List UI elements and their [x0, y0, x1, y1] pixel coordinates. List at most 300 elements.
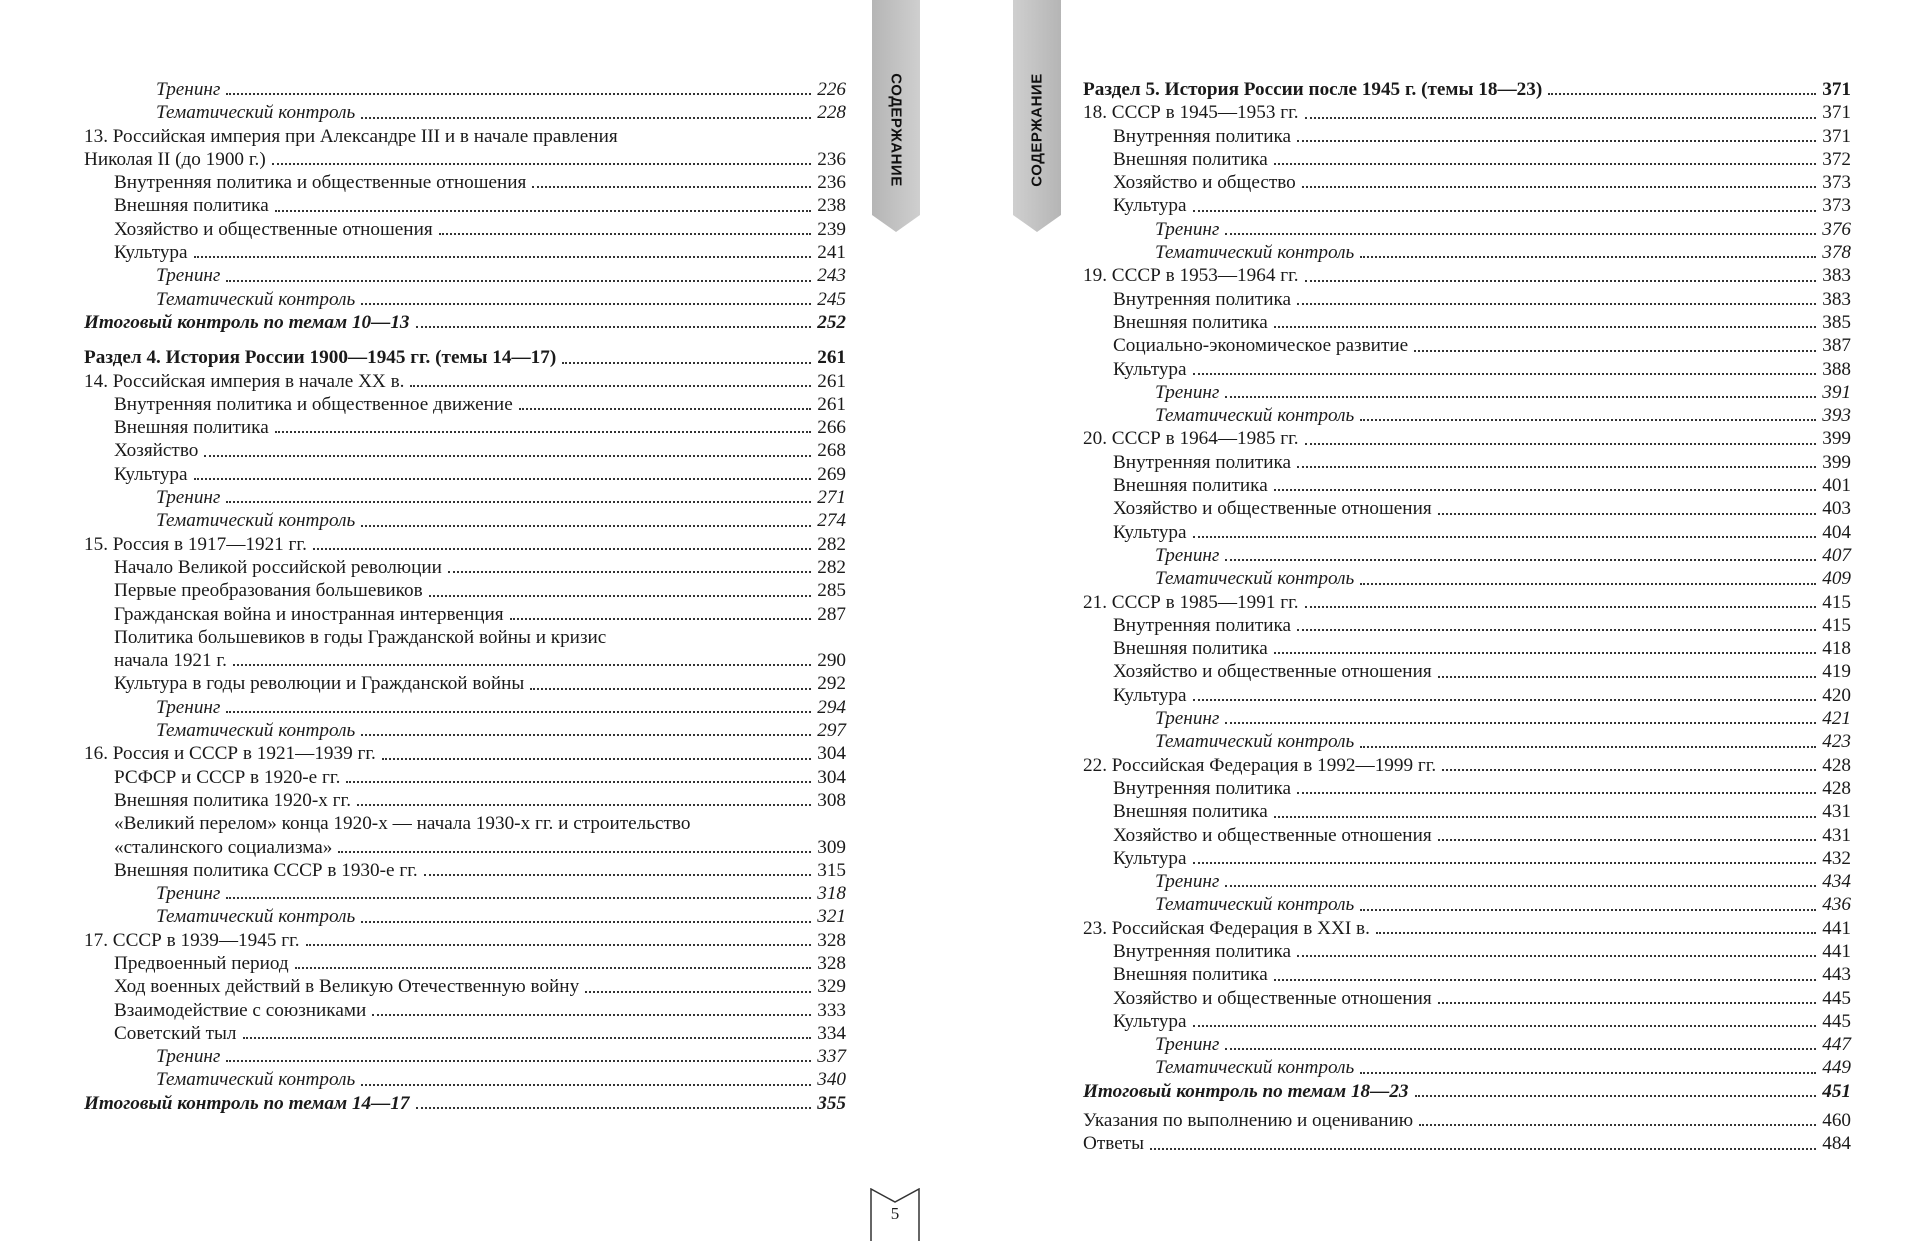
toc-entry[interactable] — [84, 241, 846, 264]
dot-leader — [532, 186, 811, 188]
toc-entry-page: 282 — [817, 556, 846, 578]
toc-entry[interactable] — [1083, 194, 1851, 217]
toc-entry[interactable] — [1083, 1056, 1851, 1079]
toc-entry-page: 431 — [1822, 801, 1851, 823]
toc-entry-page: 245 — [817, 288, 846, 310]
toc-entry[interactable] — [84, 1022, 846, 1045]
toc-entry-page: 309 — [817, 836, 846, 858]
toc-entry-title: Внутренняя политика — [1113, 614, 1292, 636]
toc-entry[interactable] — [1083, 427, 1851, 450]
toc-entry[interactable] — [1083, 847, 1851, 870]
toc-heading-row[interactable] — [84, 1092, 846, 1115]
toc-entry-page: 282 — [817, 533, 846, 555]
toc-entry[interactable] — [1083, 800, 1851, 823]
dot-leader — [1225, 885, 1816, 887]
toc-entry[interactable] — [1083, 334, 1851, 357]
dot-leader — [361, 303, 811, 305]
toc-entry-page: 445 — [1822, 1010, 1851, 1032]
toc-entry[interactable] — [84, 649, 846, 672]
toc-entry-title: Тренинг — [156, 79, 221, 100]
toc-entry-page: 399 — [1822, 451, 1851, 473]
toc-entry-page: 333 — [817, 999, 846, 1021]
toc-entry-title: 20. СССР в 1964—1985 гг. — [1083, 428, 1299, 450]
toc-entry-title: Хозяйство — [114, 440, 199, 462]
toc-entry-title: Гражданская война и иностранная интервенция — [114, 603, 504, 625]
toc-entry-page: 447 — [1822, 1034, 1851, 1056]
toc-entry[interactable] — [1083, 614, 1851, 637]
toc-entry[interactable] — [1083, 358, 1851, 381]
toc-entry[interactable] — [1083, 1132, 1851, 1155]
toc-entry[interactable] — [1083, 1010, 1851, 1033]
side-tab-right — [1013, 0, 1061, 232]
toc-entry[interactable] — [84, 486, 846, 509]
left-page — [0, 0, 957, 1241]
dot-leader — [1150, 1148, 1816, 1150]
toc-entry-title: Тренинг — [1155, 381, 1220, 403]
toc-entry-title: Внутренняя политика и общественные отношения — [114, 172, 527, 194]
toc-entry-title: Тематический контроль — [1155, 731, 1355, 753]
toc-entry[interactable] — [1083, 707, 1851, 730]
toc-entry-title: Культура в годы революции и Гражданской войны — [114, 673, 525, 695]
dot-leader — [1438, 676, 1817, 678]
dot-leader — [1419, 1124, 1816, 1126]
toc-entry[interactable] — [84, 194, 846, 217]
toc-entry-page: 269 — [817, 463, 846, 485]
toc-entry[interactable] — [84, 603, 846, 626]
toc-entry-title: Предвоенный период — [114, 952, 289, 974]
toc-entry-title: Внешняя политика — [1113, 964, 1268, 986]
toc-entry-page: 376 — [1822, 218, 1851, 240]
toc-entry-page: 261 — [817, 347, 846, 369]
toc-entry-page: 328 — [817, 952, 846, 974]
toc-entry[interactable] — [1083, 591, 1851, 614]
toc-entry[interactable] — [1083, 1033, 1851, 1056]
dot-leader — [1360, 419, 1816, 421]
toc-entry[interactable] — [84, 859, 846, 882]
section-gap — [84, 334, 846, 346]
dot-leader — [1360, 1072, 1816, 1074]
dot-leader — [1415, 1095, 1817, 1097]
toc-entry-title: Тренинг — [156, 883, 221, 905]
dot-leader — [1360, 256, 1816, 258]
toc-entry[interactable] — [1083, 917, 1851, 940]
toc-entry-title: Культура — [1113, 195, 1187, 217]
toc-entry[interactable] — [84, 742, 846, 765]
dot-leader — [1442, 769, 1816, 771]
toc-entry[interactable] — [1083, 893, 1851, 916]
dot-leader — [1193, 1025, 1817, 1027]
dot-leader — [226, 1060, 811, 1062]
toc-entry-page: 399 — [1822, 428, 1851, 450]
toc-entry[interactable] — [84, 264, 846, 287]
toc-entry-title: 16. Россия и СССР в 1921—1939 гг. — [84, 743, 376, 765]
dot-leader — [1297, 629, 1816, 631]
toc-entry-title: Тренинг — [1155, 708, 1220, 730]
dot-leader — [346, 781, 811, 783]
toc-entry-page: 292 — [817, 673, 846, 695]
dot-leader — [295, 967, 812, 969]
toc-entry-page: 419 — [1822, 661, 1851, 683]
toc-entry-page: 484 — [1822, 1133, 1851, 1155]
toc-list-left — [84, 78, 846, 1115]
toc-entry-title: Хозяйство и общественные отношения — [1113, 987, 1432, 1009]
toc-entry-page: 236 — [817, 148, 846, 170]
toc-entry-title: Советский тыл — [114, 1022, 237, 1044]
toc-heading-row[interactable] — [84, 311, 846, 334]
toc-entry[interactable] — [84, 463, 846, 486]
dot-leader — [1274, 979, 1816, 981]
toc-entry-title: Внешняя политика 1920-х гг. — [114, 789, 352, 811]
toc-entry-title: Тренинг — [1155, 544, 1220, 566]
toc-entry-title: Хозяйство и общественные отношения — [1113, 498, 1432, 520]
toc-entry-page: 451 — [1822, 1080, 1851, 1102]
toc-entry-page: 285 — [817, 580, 846, 602]
toc-entry[interactable] — [1083, 404, 1851, 427]
toc-entry[interactable] — [1083, 171, 1851, 194]
dot-leader — [439, 233, 812, 235]
toc-entry[interactable] — [84, 719, 846, 742]
toc-entry[interactable] — [84, 288, 846, 311]
toc-entry[interactable] — [84, 836, 846, 859]
toc-entry-title: Хозяйство и общественные отношения — [1113, 824, 1432, 846]
toc-entry[interactable] — [1083, 963, 1851, 986]
toc-entry[interactable] — [1083, 777, 1851, 800]
toc-entry[interactable] — [84, 626, 846, 649]
dot-leader — [1297, 792, 1816, 794]
toc-entry[interactable] — [84, 882, 846, 905]
dot-leader — [519, 408, 811, 410]
toc-entry-page: 373 — [1822, 195, 1851, 217]
dot-leader — [410, 385, 811, 387]
toc-entry[interactable] — [84, 999, 846, 1022]
toc-entry[interactable] — [84, 1045, 846, 1068]
toc-entry-title: Культура — [1113, 1010, 1187, 1032]
toc-entry[interactable] — [84, 370, 846, 393]
toc-entry[interactable] — [1083, 381, 1851, 404]
toc-entry[interactable] — [84, 125, 846, 148]
toc-entry-page: 243 — [817, 265, 846, 287]
dot-leader — [1438, 513, 1817, 515]
toc-entry[interactable] — [84, 556, 846, 579]
dot-leader — [1297, 140, 1816, 142]
toc-entry-page: 383 — [1822, 288, 1851, 310]
toc-entry[interactable] — [1083, 940, 1851, 963]
dot-leader — [361, 525, 811, 527]
toc-entry[interactable] — [84, 533, 846, 556]
toc-entry-page: 404 — [1822, 521, 1851, 543]
toc-entry-title: Внутренняя политика — [1113, 940, 1292, 962]
dot-leader — [194, 256, 812, 258]
toc-entry[interactable] — [84, 672, 846, 695]
toc-entry-title: 19. СССР в 1953—1964 гг. — [1083, 265, 1299, 287]
dot-leader — [1548, 93, 1816, 95]
toc-entry-page: 418 — [1822, 638, 1851, 660]
toc-entry[interactable] — [1083, 521, 1851, 544]
toc-entry-title: 13. Российская империя при Александре III и в начале правления — [84, 125, 618, 147]
toc-entry-title: Внешняя политика — [1113, 311, 1268, 333]
toc-entry[interactable] — [84, 101, 846, 124]
toc-entry[interactable] — [84, 393, 846, 416]
toc-entry-page: 252 — [817, 311, 846, 333]
toc-entry-page: 441 — [1822, 917, 1851, 939]
toc-entry-page: 340 — [817, 1069, 846, 1091]
toc-heading-row[interactable] — [1083, 78, 1851, 101]
toc-heading-row[interactable] — [84, 346, 846, 369]
toc-entry-page: 274 — [817, 510, 846, 532]
dot-leader — [1297, 955, 1816, 957]
dot-leader — [1305, 117, 1817, 119]
toc-entry-page: 415 — [1822, 591, 1851, 613]
toc-entry[interactable] — [84, 905, 846, 928]
dot-leader — [1274, 326, 1816, 328]
dot-leader — [1274, 163, 1816, 165]
dot-leader — [1193, 536, 1817, 538]
toc-entry[interactable] — [84, 766, 846, 789]
toc-entry-page: 268 — [817, 440, 846, 462]
dot-leader — [361, 734, 811, 736]
dot-leader — [1305, 280, 1817, 282]
toc-entry-page: 290 — [817, 650, 846, 672]
toc-entry[interactable] — [84, 812, 846, 835]
toc-entry[interactable] — [1083, 684, 1851, 707]
toc-entry[interactable] — [1083, 824, 1851, 847]
toc-entry[interactable] — [1083, 497, 1851, 520]
right-page — [957, 0, 1914, 1241]
toc-entry-page: 420 — [1822, 684, 1851, 706]
toc-list-right — [1083, 78, 1851, 1156]
toc-entry[interactable] — [84, 148, 846, 171]
toc-entry[interactable] — [1083, 637, 1851, 660]
toc-entry[interactable] — [84, 789, 846, 812]
dot-leader — [1297, 303, 1816, 305]
toc-entry-title: Внутренняя политика и общественное движение — [114, 393, 513, 415]
toc-entry[interactable] — [84, 696, 846, 719]
toc-entry-page: 228 — [817, 102, 846, 124]
toc-entry-title: 14. Российская империя в начале XX в. — [84, 370, 405, 392]
toc-entry-page: 226 — [817, 79, 846, 100]
toc-entry-title: Тренинг — [156, 265, 221, 287]
toc-entry-page: 315 — [817, 859, 846, 881]
toc-entry-title: начала 1921 г. — [114, 650, 227, 672]
toc-entry[interactable] — [1083, 101, 1851, 124]
toc-entry-title: Тематический контроль — [156, 906, 356, 928]
toc-entry[interactable] — [84, 975, 846, 998]
toc-entry[interactable] — [1083, 754, 1851, 777]
side-tab-left — [872, 0, 920, 232]
dot-leader — [226, 280, 811, 282]
toc-entry-page: 371 — [1822, 102, 1851, 124]
toc-entry[interactable] — [84, 439, 846, 462]
dot-leader — [204, 455, 811, 457]
toc-entry-title: Ответы — [1083, 1133, 1144, 1155]
dot-leader — [1274, 652, 1816, 654]
toc-entry-page: 436 — [1822, 894, 1851, 916]
toc-entry[interactable] — [84, 78, 846, 101]
toc-entry-title: Тематический контроль — [1155, 405, 1355, 427]
dot-leader — [313, 548, 811, 550]
dot-leader — [1225, 233, 1816, 235]
toc-entry-title: Итоговый контроль по темам 14—17 — [84, 1092, 410, 1114]
toc-entry-title: Первые преобразования большевиков — [114, 580, 423, 602]
toc-entry[interactable] — [1083, 567, 1851, 590]
toc-entry-page: 407 — [1822, 544, 1851, 566]
toc-entry[interactable] — [1083, 1109, 1851, 1132]
toc-entry-page: 304 — [817, 743, 846, 765]
toc-entry-title: Тренинг — [1155, 218, 1220, 240]
toc-entry-page: 355 — [817, 1092, 846, 1114]
dot-leader — [226, 897, 811, 899]
dot-leader — [272, 163, 812, 165]
toc-entry-title: Культура — [114, 242, 188, 264]
toc-entry[interactable] — [1083, 264, 1851, 287]
toc-entry-title: Культура — [1113, 684, 1187, 706]
toc-entry-title: Социально-экономическое развитие — [1113, 335, 1409, 357]
toc-entry-page: 328 — [817, 929, 846, 951]
dot-leader — [1297, 466, 1816, 468]
toc-entry[interactable] — [84, 218, 846, 241]
toc-entry-page: 431 — [1822, 824, 1851, 846]
toc-entry-title: Внутренняя политика — [1113, 777, 1292, 799]
dot-leader — [1274, 489, 1816, 491]
dot-leader — [1225, 559, 1816, 561]
toc-entry-title: 22. Российская Федерация в 1992—1999 гг. — [1083, 754, 1437, 776]
dot-leader — [372, 1014, 811, 1016]
toc-entry-title: Тренинг — [1155, 871, 1220, 893]
toc-entry-title: Раздел 5. История России после 1945 г. (темы 18—23) — [1083, 79, 1543, 100]
toc-entry[interactable] — [84, 1068, 846, 1091]
toc-entry-page: 238 — [817, 195, 846, 217]
toc-entry-page: 449 — [1822, 1057, 1851, 1079]
dot-leader — [275, 210, 811, 212]
toc-entry-title: Внешняя политика — [114, 195, 269, 217]
toc-entry-title: 18. СССР в 1945—1953 гг. — [1083, 102, 1299, 124]
dot-leader — [361, 117, 811, 119]
dot-leader — [1360, 583, 1816, 585]
toc-entry-page: 373 — [1822, 172, 1851, 194]
toc-entry[interactable] — [1083, 451, 1851, 474]
toc-entry-title: Тематический контроль — [1155, 568, 1355, 590]
toc-entry-title: «сталинского социализма» — [114, 836, 333, 858]
toc-entry[interactable] — [84, 509, 846, 532]
dot-leader — [233, 664, 811, 666]
toc-entry-title: Внешняя политика — [1113, 475, 1268, 497]
toc-entry-title: Тематический контроль — [1155, 1057, 1355, 1079]
dot-leader — [1193, 373, 1817, 375]
toc-entry[interactable] — [1083, 218, 1851, 241]
toc-entry-title: Культура — [114, 463, 188, 485]
toc-entry-page: 261 — [817, 393, 846, 415]
toc-entry[interactable] — [1083, 987, 1851, 1010]
dot-leader — [1414, 350, 1816, 352]
dot-leader — [1225, 722, 1816, 724]
dot-leader — [448, 571, 811, 573]
toc-entry-title: РСФСР и СССР в 1920-е гг. — [114, 766, 341, 788]
toc-entry-page: 294 — [817, 696, 846, 718]
dot-leader — [416, 326, 812, 328]
toc-entry-page: 443 — [1822, 964, 1851, 986]
toc-entry[interactable] — [84, 579, 846, 602]
toc-entry[interactable] — [1083, 474, 1851, 497]
toc-entry-title: Тематический контроль — [1155, 894, 1355, 916]
dot-leader — [1302, 186, 1816, 188]
dot-leader — [1376, 932, 1816, 934]
toc-entry-page: 241 — [817, 242, 846, 264]
toc-entry[interactable] — [1083, 148, 1851, 171]
toc-entry[interactable] — [1083, 311, 1851, 334]
toc-entry-title: Внешняя политика — [1113, 638, 1268, 660]
toc-entry-page: 318 — [817, 883, 846, 905]
dot-leader — [530, 688, 811, 690]
toc-entry-title: 23. Российская Федерация в XXI в. — [1083, 917, 1370, 939]
toc-entry-title: Итоговый контроль по темам 18—23 — [1083, 1080, 1409, 1102]
toc-entry-page: 428 — [1822, 777, 1851, 799]
toc-heading-row[interactable] — [1083, 1080, 1851, 1103]
toc-entry-page: 239 — [817, 218, 846, 240]
toc-entry-page: 391 — [1822, 381, 1851, 403]
toc-entry-page: 321 — [817, 906, 846, 928]
toc-entry-page: 415 — [1822, 614, 1851, 636]
toc-entry-title: Тренинг — [156, 487, 221, 509]
toc-entry-title: Ход военных действий в Великую Отечественную войну — [114, 976, 580, 998]
toc-entry-page: 371 — [1822, 79, 1851, 100]
toc-entry-title: Хозяйство и общественные отношения — [1113, 661, 1432, 683]
toc-entry[interactable] — [1083, 870, 1851, 893]
dot-leader — [306, 944, 812, 946]
toc-entry-page: 371 — [1822, 125, 1851, 147]
toc-entry-page: 388 — [1822, 358, 1851, 380]
toc-entry[interactable] — [1083, 660, 1851, 683]
toc-entry[interactable] — [84, 952, 846, 975]
toc-entry-page: 401 — [1822, 475, 1851, 497]
toc-entry[interactable] — [1083, 288, 1851, 311]
dot-leader — [1193, 210, 1817, 212]
toc-entry-page: 266 — [817, 417, 846, 439]
toc-entry-title: Раздел 4. История России 1900—1945 гг. (темы 14—17) — [84, 347, 557, 369]
toc-entry-page: 304 — [817, 766, 846, 788]
toc-entry[interactable] — [84, 171, 846, 194]
toc-entry-page: 378 — [1822, 242, 1851, 264]
toc-entry-page: 434 — [1822, 871, 1851, 893]
toc-entry[interactable] — [1083, 125, 1851, 148]
toc-entry-page: 287 — [817, 603, 846, 625]
toc-entry-title: Культура — [1113, 847, 1187, 869]
dot-leader — [562, 362, 811, 364]
toc-entry-title: «Великий перелом» конца 1920-х — начала 1930-х гг. и строительство — [114, 813, 691, 835]
toc-entry-page: 334 — [817, 1022, 846, 1044]
page-number-marker — [870, 1188, 920, 1241]
toc-entry-title: Внутренняя политика — [1113, 451, 1292, 473]
dot-leader — [1305, 443, 1817, 445]
toc-entry-title: 17. СССР в 1939—1945 гг. — [84, 929, 300, 951]
toc-entry-title: Тренинг — [1155, 1034, 1220, 1056]
toc-entry[interactable] — [1083, 730, 1851, 753]
toc-entry[interactable] — [1083, 544, 1851, 567]
toc-entry[interactable] — [84, 416, 846, 439]
toc-entry-title: Тематический контроль — [156, 102, 356, 124]
toc-entry-page: 393 — [1822, 405, 1851, 427]
toc-entry-page: 403 — [1822, 498, 1851, 520]
toc-entry-page: 236 — [817, 172, 846, 194]
dot-leader — [226, 711, 811, 713]
toc-entry-page: 261 — [817, 370, 846, 392]
toc-entry-title: Тематический контроль — [156, 1069, 356, 1091]
dot-leader — [424, 874, 812, 876]
toc-entry[interactable] — [1083, 241, 1851, 264]
dot-leader — [1360, 909, 1816, 911]
toc-entry[interactable] — [84, 929, 846, 952]
dot-leader — [585, 991, 811, 993]
toc-entry-title: Хозяйство и общественные отношения — [114, 218, 433, 240]
